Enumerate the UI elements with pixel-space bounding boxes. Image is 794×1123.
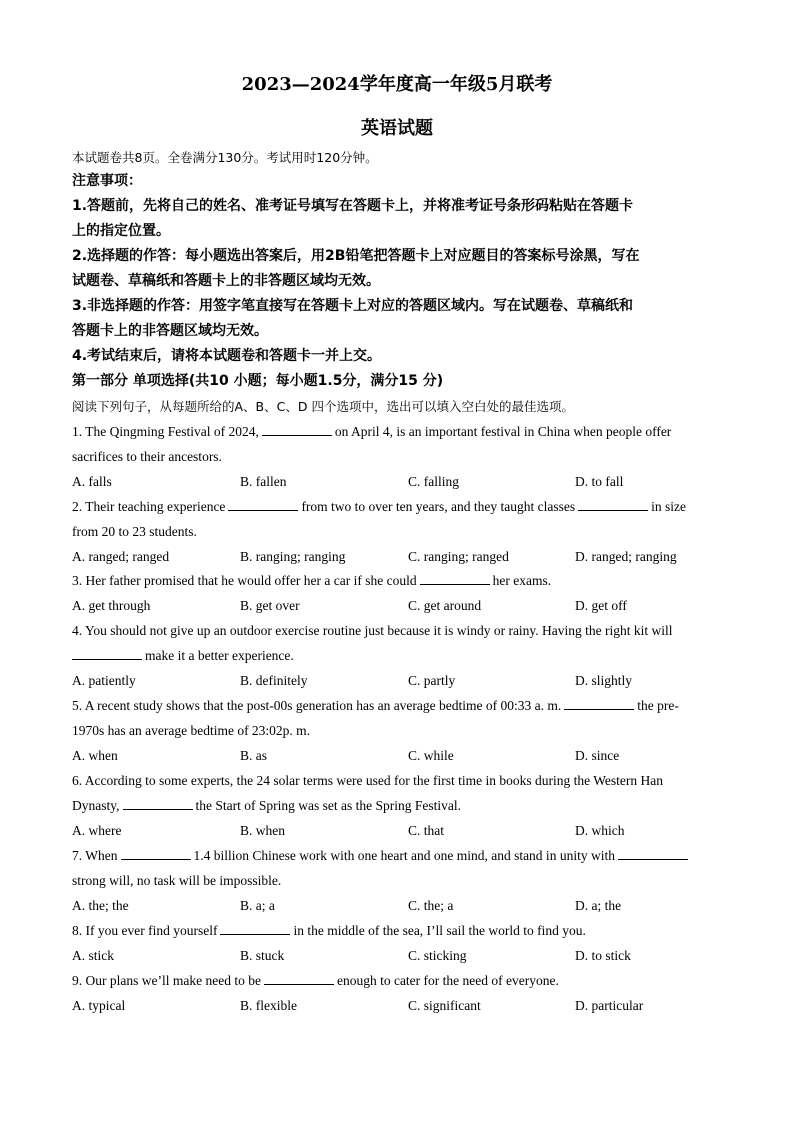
option-a: A. get through xyxy=(72,598,151,613)
option-a: A. typical xyxy=(72,998,126,1013)
option-b: B. as xyxy=(240,748,267,763)
option-d: D. particular xyxy=(575,998,644,1013)
option-d: D. a; the xyxy=(575,898,622,913)
option-c: C. ranging; ranged xyxy=(408,549,509,564)
answer-blank xyxy=(578,498,648,511)
question-3-line-1 xyxy=(72,572,727,590)
note-3-line-1: 3.非选择题的作答：用签字笔直接写在答题卡上对应的答题区域内。写在试题卷、草稿纸和 xyxy=(72,298,634,314)
note-1-line-1: 1.答题前，先将自己的姓名、准考证号填写在答题卡上，并将准考证号条形码粘贴在答题卡 xyxy=(72,198,634,214)
question-1-line-1 xyxy=(72,423,727,441)
question-4-line-1 xyxy=(72,622,727,640)
question-text: 1. The Qingming Festival of 2024, xyxy=(72,424,259,439)
option-d: D. which xyxy=(575,823,625,838)
question-6-line-1 xyxy=(72,772,727,790)
part1-instruction: 阅读下列句子，从每题所给的A、B、C、D 四个选项中，选出可以填入空白处的最佳选项。 xyxy=(72,399,574,414)
question-text: 1970s has an average bedtime of 23:02p. m. xyxy=(72,723,311,738)
question-7-line-2 xyxy=(72,872,727,890)
question-text: 4. You should not give up an outdoor exercise routine just because it is windy or rainy. Having the right kit will xyxy=(72,623,673,638)
answer-blank xyxy=(618,847,688,860)
note-2-line-2: 试题卷、草稿纸和答题卡上的非答题区域均无效。 xyxy=(72,273,380,289)
option-c: C. that xyxy=(408,823,444,838)
option-a: A. patiently xyxy=(72,673,136,688)
option-d: D. slightly xyxy=(575,673,633,688)
option-d: D. to fall xyxy=(575,474,624,489)
question-text: 2. Their teaching experience xyxy=(72,499,226,514)
question-text: in the middle of the sea, I’ll sail the world to find you. xyxy=(293,923,586,938)
option-c: C. partly xyxy=(408,673,456,688)
option-a: A. the; the xyxy=(72,898,129,913)
option-c: C. get around xyxy=(408,598,482,613)
note-2-line-1: 2.选择题的作答：每小题选出答案后，用2B铅笔把答题卡上对应题目的答案标号涂黑，写在 xyxy=(72,248,640,264)
question-2-line-1 xyxy=(72,498,727,516)
note-4: 4.考试结束后，请将本试题卷和答题卡一并上交。 xyxy=(72,348,382,364)
option-b: B. when xyxy=(240,823,285,838)
question-text: Dynasty, xyxy=(72,798,120,813)
question-text: in size xyxy=(651,499,686,514)
option-d: D. get off xyxy=(575,598,627,613)
option-b: B. stuck xyxy=(240,948,285,963)
answer-blank xyxy=(264,972,334,985)
question-text: 5. A recent study shows that the post-00s generation has an average bedtime of 00:33 a. m. xyxy=(72,698,562,713)
answer-blank xyxy=(262,423,332,436)
option-b: B. definitely xyxy=(240,673,308,688)
question-5-line-1 xyxy=(72,697,727,715)
question-text: on April 4, is an important festival in China when people offer xyxy=(334,424,672,439)
option-b: B. ranging; ranging xyxy=(240,549,346,564)
option-a: A. when xyxy=(72,748,118,763)
question-9-line-1 xyxy=(72,972,727,990)
notes-heading: 注意事项： xyxy=(72,173,142,189)
question-8-line-1 xyxy=(72,922,727,940)
option-c: C. falling xyxy=(408,474,459,489)
question-7-line-1 xyxy=(72,847,727,865)
answer-blank xyxy=(220,922,290,935)
answer-blank xyxy=(121,847,191,860)
answer-blank xyxy=(420,572,490,585)
question-6-line-2 xyxy=(72,797,727,815)
answer-blank xyxy=(72,647,142,660)
option-a: A. where xyxy=(72,823,122,838)
option-c: C. while xyxy=(408,748,454,763)
question-text: 3. Her father promised that he would offer her a car if she could xyxy=(72,573,417,588)
question-text: 1.4 billion Chinese work with one heart and one mind, and stand in unity with xyxy=(193,848,615,863)
exam-intro: 本试题卷共8页。全卷满分130分。考试用时120分钟。 xyxy=(72,150,378,165)
option-a: A. ranged; ranged xyxy=(72,549,170,564)
question-text: make it a better experience. xyxy=(145,648,294,663)
note-1-line-2: 上的指定位置。 xyxy=(72,223,170,239)
question-1-line-2 xyxy=(72,448,727,466)
option-a: A. stick xyxy=(72,948,114,963)
option-a: A. falls xyxy=(72,474,112,489)
answer-blank xyxy=(228,498,298,511)
exam-title: 2023—2024学年度高一年级5月联考 xyxy=(241,74,553,95)
option-c: C. the; a xyxy=(408,898,454,913)
answer-blank xyxy=(123,797,193,810)
option-d: D. since xyxy=(575,748,620,763)
question-text: sacrifices to their ancestors. xyxy=(72,449,222,464)
note-3-line-2: 答题卡上的非答题区域均无效。 xyxy=(72,323,268,339)
question-text: the Start of Spring was set as the Spring Festival. xyxy=(195,798,461,813)
option-c: C. significant xyxy=(408,998,481,1013)
question-text: from 20 to 23 students. xyxy=(72,524,197,539)
question-text: strong will, no task will be impossible. xyxy=(72,873,282,888)
question-4-line-2 xyxy=(72,647,727,665)
option-b: B. fallen xyxy=(240,474,287,489)
option-b: B. a; a xyxy=(240,898,275,913)
question-text: enough to cater for the need of everyone. xyxy=(336,973,559,988)
question-text: her exams. xyxy=(492,573,552,588)
question-2-line-2 xyxy=(72,523,727,541)
question-text: from two to over ten years, and they taught classes xyxy=(301,499,576,514)
exam-subtitle: 英语试题 xyxy=(361,118,433,139)
option-b: B. get over xyxy=(240,598,300,613)
answer-blank xyxy=(564,697,634,710)
part1-heading: 第一部分 单项选择(共10 小题；每小题1.5分，满分15 分) xyxy=(72,373,444,389)
option-d: D. to stick xyxy=(575,948,631,963)
option-c: C. sticking xyxy=(408,948,467,963)
question-text: 9. Our plans we’ll make need to be xyxy=(72,973,261,988)
question-text: 8. If you ever find yourself xyxy=(72,923,218,938)
question-text: 6. According to some experts, the 24 solar terms were used for the first time in books during the Western Han xyxy=(72,773,664,788)
question-text: the pre- xyxy=(637,698,679,713)
option-d: D. ranged; ranging xyxy=(575,549,677,564)
option-b: B. flexible xyxy=(240,998,297,1013)
question-5-line-2 xyxy=(72,722,727,740)
question-text: 7. When xyxy=(72,848,118,863)
